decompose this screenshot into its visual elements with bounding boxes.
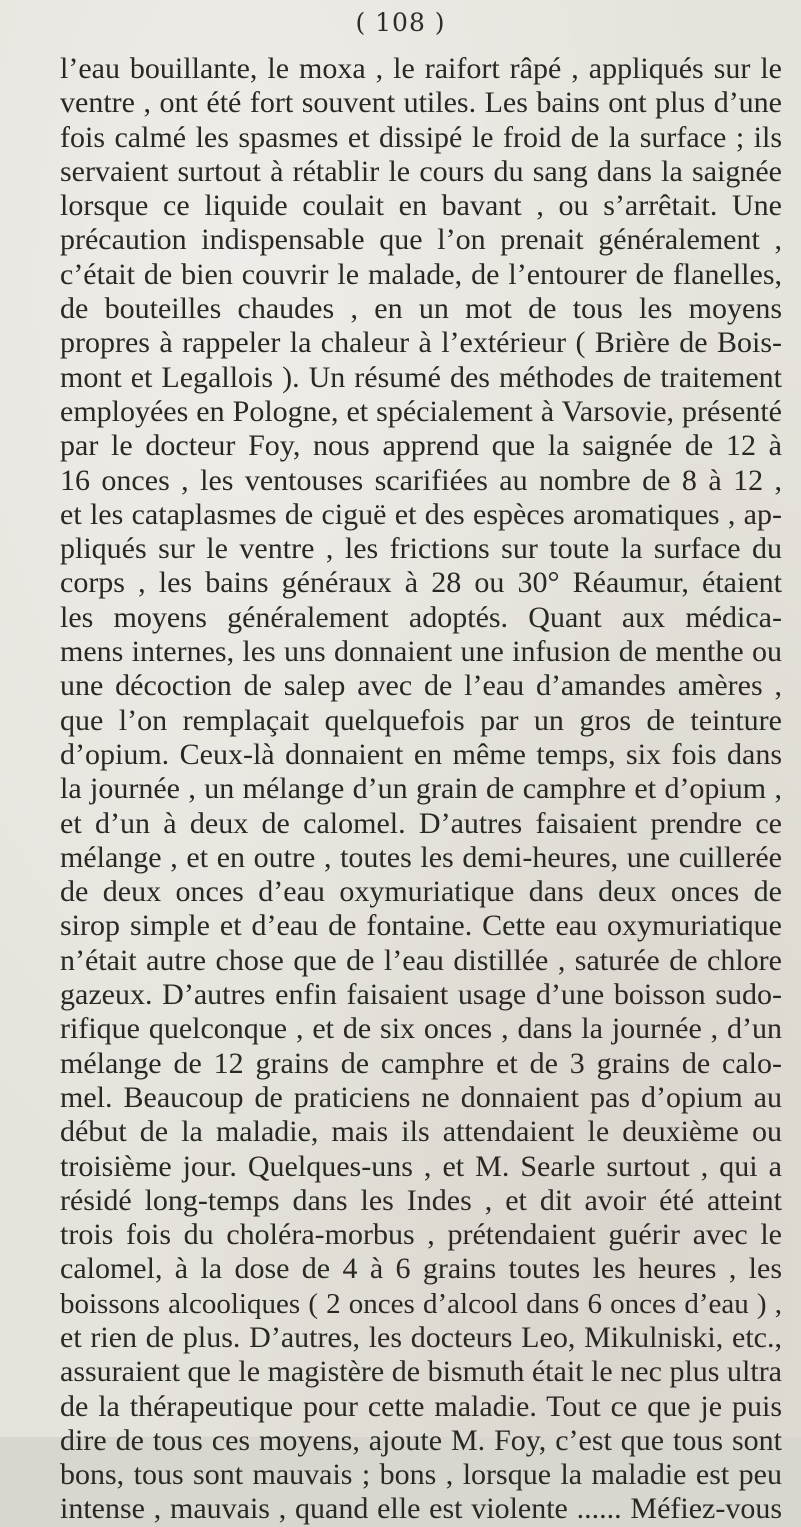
page-number: ( 108 ) (355, 8, 446, 37)
text-line: l’eau bouillante, le moxa , le raifort râpé , appliqués sur le (60, 52, 782, 85)
text-line: mel. Beaucoup de praticiens ne donnaient pas d’opium au (60, 1080, 782, 1114)
text-line: précaution indispensable que l’on prenait généralement , (60, 223, 782, 257)
text-line: servaient surtout à rétablir le cours du sang dans la saignée (60, 154, 782, 188)
text-line: sirop simple et d’eau de fontaine. Cette eau oxymuriatique (60, 909, 782, 943)
text-line: de bouteilles chaudes , en un mot de tous les moyens (60, 292, 782, 326)
text-line: troisième jour. Quelques-uns , et M. Searle surtout , qui a (60, 1149, 782, 1183)
text-line: et les cataplasmes de ciguë et des espèces aromatiques , ap- (60, 497, 782, 531)
text-line: dire de tous ces moyens, ajoute M. Foy, c’est que tous sont (60, 1423, 782, 1457)
text-line: que l’on remplaçait quelquefois par un gros de teinture (60, 703, 782, 737)
text-line: gazeux. D’autres enfin faisaient usage d’une boisson sudo- (60, 978, 782, 1012)
text-line: d’opium. Ceux-là donnaient en même temps, six fois dans (60, 737, 782, 771)
text-line: 16 onces , les ventouses scarifiées au nombre de 8 à 12 , (60, 463, 782, 497)
text-line: mont et Legallois ). Un résumé des méthodes de traitement (60, 360, 782, 394)
text-line: trois fois du choléra-morbus , prétendaient guérir avec le (60, 1218, 782, 1252)
text-line: mélange de 12 grains de camphre et de 3 grains de calo- (60, 1046, 782, 1080)
text-line: boissons alcooliques ( 2 onces d’alcool dans 6 onces d’eau ) , (60, 1287, 782, 1320)
text-line: employées en Pologne, et spécialement à Varsovie, présenté (60, 394, 782, 428)
text-line: corps , les bains généraux à 28 ou 30° Réaumur, étaient (60, 566, 782, 600)
text-line: rifique quelconque , et de six onces , dans la journée , d’un (60, 1012, 782, 1046)
text-line: de la thérapeutique pour cette maladie. Tout ce que je puis (60, 1389, 782, 1423)
text-line: et d’un à deux de calomel. D’autres faisaient prendre ce (60, 806, 782, 840)
text-line: une décoction de salep avec de l’eau d’amandes amères , (60, 669, 782, 703)
text-line: fois calmé les spasmes et dissipé le froid de la surface ; ils (60, 120, 782, 154)
text-line: de deux onces d’eau oxymuriatique dans deux onces de (60, 875, 782, 909)
text-line: n’était autre chose que de l’eau distillée , saturée de chlore (60, 943, 782, 977)
text-line: c’était de bien couvrir le malade, de l’entourer de flanelles, (60, 257, 782, 291)
text-line: par le docteur Foy, nous apprend que la saignée de 12 à (60, 429, 782, 463)
text-line: et rien de plus. D’autres, les docteurs Leo, Mikulniski, etc., (60, 1320, 782, 1354)
text-line: les moyens généralement adoptés. Quant aux médica- (60, 600, 782, 634)
text-line: lorsque ce liquide coulait en bavant , ou s’arrêtait. Une (60, 189, 782, 223)
text-line: bons, tous sont mauvais ; bons , lorsque la maladie est peu (60, 1458, 782, 1492)
text-line: calomel, à la dose de 4 à 6 grains toutes les heures , les (60, 1252, 782, 1286)
body-text (60, 52, 782, 1527)
text-line: début de la maladie, mais ils attendaient le deuxième ou (60, 1115, 782, 1149)
text-line: intense , mauvais , quand elle est violente ...... Méfiez-vous (60, 1492, 782, 1526)
text-line: la journée , un mélange d’un grain de camphre et d’opium , (60, 772, 782, 806)
text-line: pliqués sur le ventre , les frictions sur toute la surface du (60, 532, 782, 566)
text-line: propres à rappeler la chaleur à l’extérieur ( Brière de Bois- (60, 326, 782, 360)
text-line: assuraient que le magistère de bismuth était le nec plus ultra (60, 1355, 782, 1389)
text-line: mens internes, les uns donnaient une infusion de menthe ou (60, 635, 782, 669)
text-line: résidé long-temps dans les Indes , et dit avoir été atteint (60, 1183, 782, 1217)
text-line: mélange , et en outre , toutes les demi-heures, une cuillerée (60, 840, 782, 874)
text-line: ventre , ont été fort souvent utiles. Les bains ont plus d’une (60, 86, 782, 120)
